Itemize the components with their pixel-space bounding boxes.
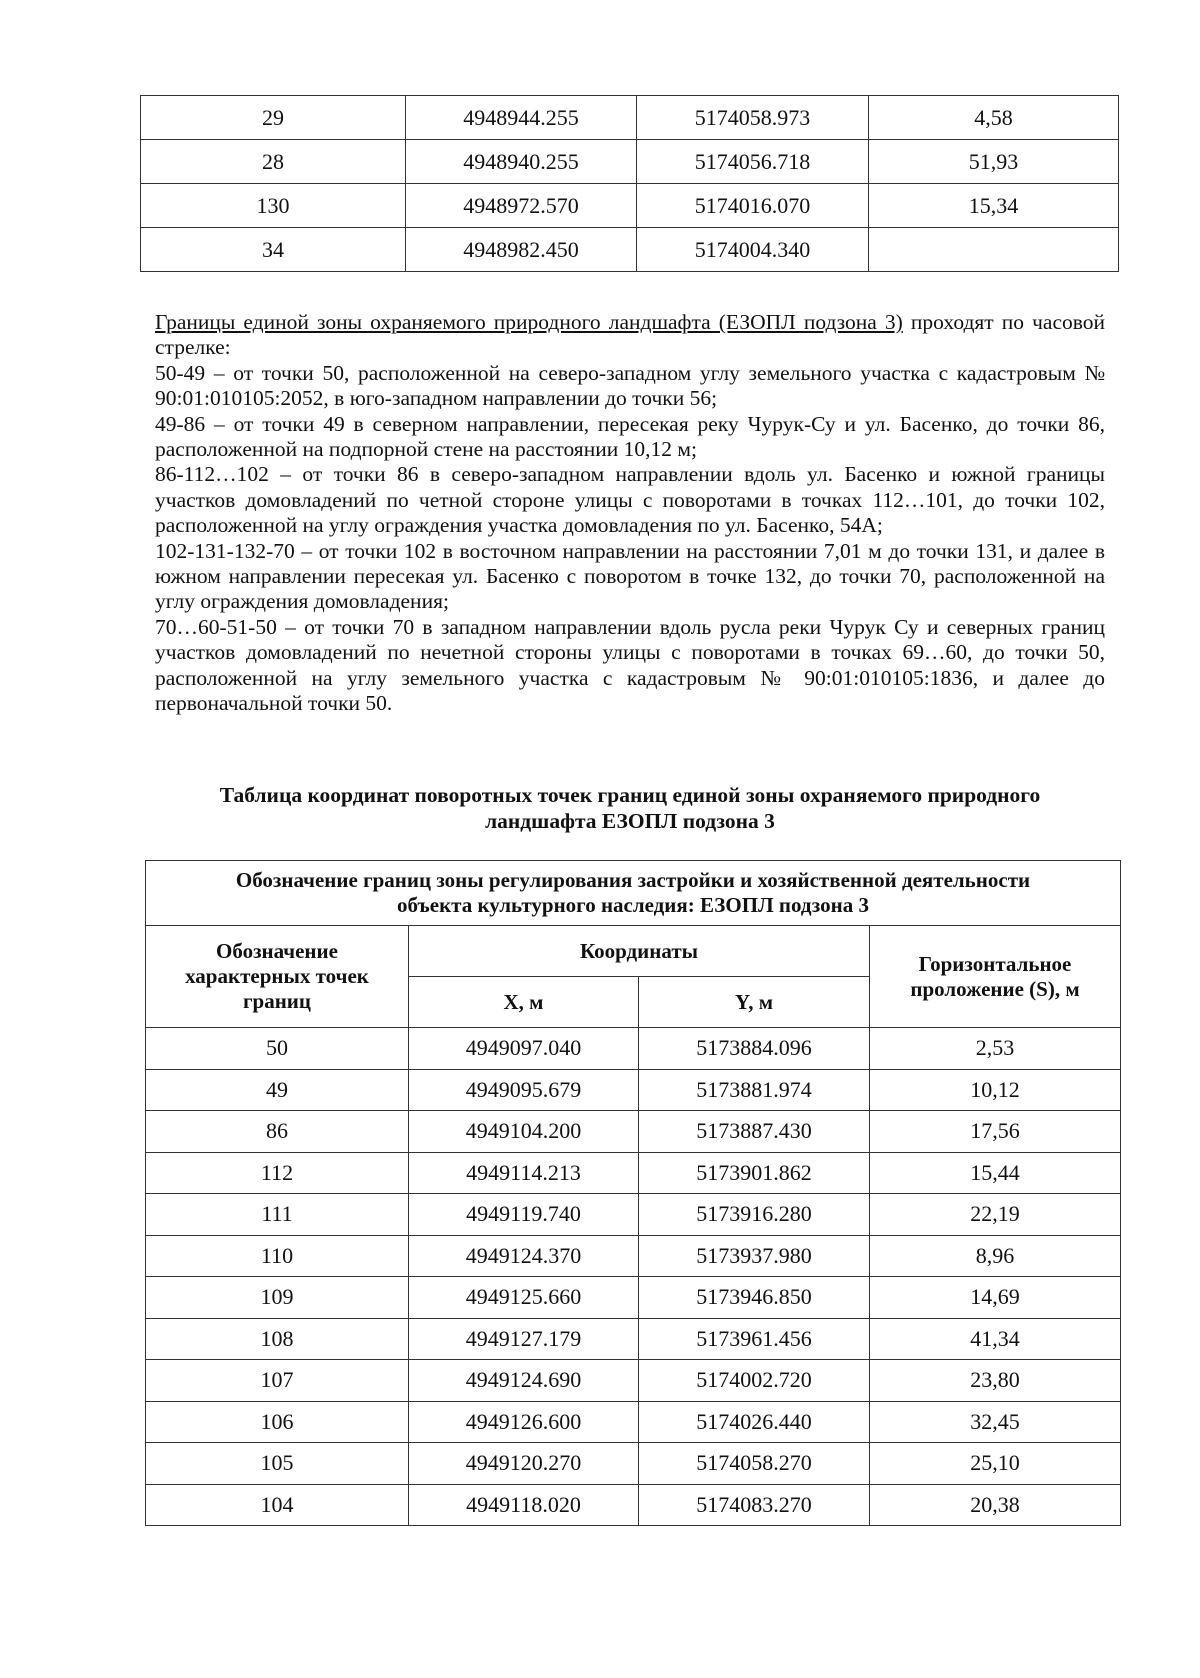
distance-cell: 10,12 (870, 1069, 1121, 1111)
y-cell: 5174058.270 (639, 1443, 870, 1485)
header-point-line-3: границ (242, 989, 311, 1013)
point-cell: 107 (146, 1360, 409, 1402)
coordinates-table (145, 860, 1121, 1526)
table-row (146, 1484, 1121, 1526)
y-cell: 5173937.980 (639, 1235, 870, 1277)
table-title (146, 861, 1121, 926)
distance-cell: 20,38 (870, 1484, 1121, 1526)
y-cell: 5174083.270 (639, 1484, 870, 1526)
table-title-line-1: Обозначение границ зоны регулирования застройки и хозяйственной деятельности (235, 868, 1031, 892)
table-row (141, 140, 1119, 184)
x-cell: 4949114.213 (409, 1152, 639, 1194)
boundary-description (155, 310, 1105, 717)
table-row (146, 1277, 1121, 1319)
point-cell: 108 (146, 1318, 409, 1360)
table-row (146, 1318, 1121, 1360)
point-cell: 34 (141, 228, 406, 272)
table-row (146, 1360, 1121, 1402)
point-cell: 112 (146, 1152, 409, 1194)
x-cell: 4948944.255 (406, 96, 637, 140)
header-point (146, 926, 409, 1028)
header-distance-line-2: проложение (S), м (910, 976, 1080, 1001)
distance-cell: 4,58 (869, 96, 1119, 140)
y-cell: 5173901.862 (639, 1152, 870, 1194)
distance-cell: 51,93 (869, 140, 1119, 184)
y-cell: 5174016.070 (637, 184, 869, 228)
x-cell: 4949127.179 (409, 1318, 639, 1360)
point-cell: 104 (146, 1484, 409, 1526)
distance-cell: 15,44 (870, 1152, 1121, 1194)
header-distance (870, 926, 1121, 1028)
distance-cell: 17,56 (870, 1111, 1121, 1153)
description-intro (155, 310, 1105, 361)
y-cell: 5173961.456 (639, 1318, 870, 1360)
y-cell: 5173884.096 (639, 1028, 870, 1070)
point-cell: 50 (146, 1028, 409, 1070)
y-cell: 5173946.850 (639, 1277, 870, 1319)
x-cell: 4949124.690 (409, 1360, 639, 1402)
y-cell: 5174026.440 (639, 1401, 870, 1443)
segment-86-102: 86-112…102 – от точки 86 в северо-западном направлении вдоль ул. Басенко и южной границы участков домовладений по четной стороне улицы с поворотами в точках 112…101, до точки 102, расположенной на углу ограждения участка домовладения по ул. Басенко, 54А; (155, 462, 1105, 538)
x-cell: 4949097.040 (409, 1028, 639, 1070)
segment-50-49: 50-49 – от точки 50, расположенной на северо-западном углу земельного участка с кадастровым № 90:01:010105:2052, в юго-западном направлении до точки 56; (155, 360, 1105, 411)
table-row (141, 228, 1119, 272)
table-row (146, 1235, 1121, 1277)
point-cell: 105 (146, 1443, 409, 1485)
table-title-line-2: объекта культурного наследия: ЕЗОПЛ подзона 3 (397, 893, 869, 917)
distance-cell: 15,34 (869, 184, 1119, 228)
distance-cell: 22,19 (870, 1194, 1121, 1236)
point-cell: 29 (141, 96, 406, 140)
header-coordinates: Координаты (409, 926, 870, 977)
y-cell: 5174058.973 (637, 96, 869, 140)
point-cell: 130 (141, 184, 406, 228)
y-cell: 5174002.720 (639, 1360, 870, 1402)
segment-102-70: 102-131-132-70 – от точки 102 в восточном направлении на расстоянии 7,01 м до точки 131, и далее в южном направлении пересекая ул. Басенко с поворотом в точке 132, до точки 70, расположенной на углу ограждения домовладения; (155, 538, 1105, 614)
header-point-line-1: Обозначение (216, 939, 338, 963)
header-row (146, 926, 1121, 977)
y-cell: 5173881.974 (639, 1069, 870, 1111)
distance-cell: 14,69 (870, 1277, 1121, 1319)
table-row (141, 184, 1119, 228)
y-cell: 5173916.280 (639, 1194, 870, 1236)
point-cell: 28 (141, 140, 406, 184)
table-row (146, 1111, 1121, 1153)
x-cell: 4949104.200 (409, 1111, 639, 1153)
zone-name-underlined: Границы единой зоны охраняемого природного ландшафта (ЕЗОПЛ подзона 3) (155, 310, 903, 334)
x-cell: 4949125.660 (409, 1277, 639, 1319)
distance-cell: 41,34 (870, 1318, 1121, 1360)
segment-70-50: 70…60-51-50 – от точки 70 в западном направлении вдоль русла реки Чурук Су и северных границ участков домовладений по нечетной стороны улицы с поворотами в точках 69…60, до точки 50, расположенной на углу земельного участка с кадастровым № 90:01:010105:1836, и далее до первоначальной точки 50. (155, 614, 1105, 716)
x-cell: 4949126.600 (409, 1401, 639, 1443)
distance-cell: 8,96 (870, 1235, 1121, 1277)
table-row (146, 1028, 1121, 1070)
x-cell: 4948940.255 (406, 140, 637, 184)
point-cell: 49 (146, 1069, 409, 1111)
table-row (146, 1152, 1121, 1194)
x-cell: 4949095.679 (409, 1069, 639, 1111)
distance-cell: 2,53 (870, 1028, 1121, 1070)
table-row (146, 1401, 1121, 1443)
point-cell: 106 (146, 1401, 409, 1443)
header-x: X, м (409, 977, 639, 1028)
intro-rest: проходят по часовой стрелке: (155, 310, 1106, 360)
distance-cell (869, 228, 1119, 272)
point-cell: 111 (146, 1194, 409, 1236)
x-cell: 4949120.270 (409, 1443, 639, 1485)
y-cell: 5174056.718 (637, 140, 869, 184)
distance-cell: 32,45 (870, 1401, 1121, 1443)
table-row (146, 1194, 1121, 1236)
x-cell: 4949124.370 (409, 1235, 639, 1277)
coordinates-table-continued (140, 95, 1119, 272)
x-cell: 4949118.020 (409, 1484, 639, 1526)
header-point-line-2: характерных точек (185, 964, 369, 988)
table-row (146, 1443, 1121, 1485)
table-row (141, 96, 1119, 140)
table-row (146, 1069, 1121, 1111)
point-cell: 86 (146, 1111, 409, 1153)
x-cell: 4949119.740 (409, 1194, 639, 1236)
table-title-row (146, 861, 1121, 926)
y-cell: 5174004.340 (637, 228, 869, 272)
distance-cell: 23,80 (870, 1360, 1121, 1402)
point-cell: 110 (146, 1235, 409, 1277)
caption-line-2: ландшафта ЕЗОПЛ подзона 3 (485, 809, 775, 833)
point-cell: 109 (146, 1277, 409, 1319)
x-cell: 4948982.450 (406, 228, 637, 272)
segment-49-86: 49-86 – от точки 49 в северном направлении, пересекая реку Чурук-Су и ул. Басенко, до точки 86, расположенной на подпорной стене на расстоянии 10,12 м; (155, 411, 1105, 462)
distance-cell: 25,10 (870, 1443, 1121, 1485)
header-y: Y, м (639, 977, 870, 1028)
caption-line-1: Таблица координат поворотных точек границ единой зоны охраняемого природного (219, 783, 1041, 807)
y-cell: 5173887.430 (639, 1111, 870, 1153)
header-distance-line-1: Горизонтальное (918, 951, 1072, 976)
table-caption (140, 782, 1120, 834)
x-cell: 4948972.570 (406, 184, 637, 228)
